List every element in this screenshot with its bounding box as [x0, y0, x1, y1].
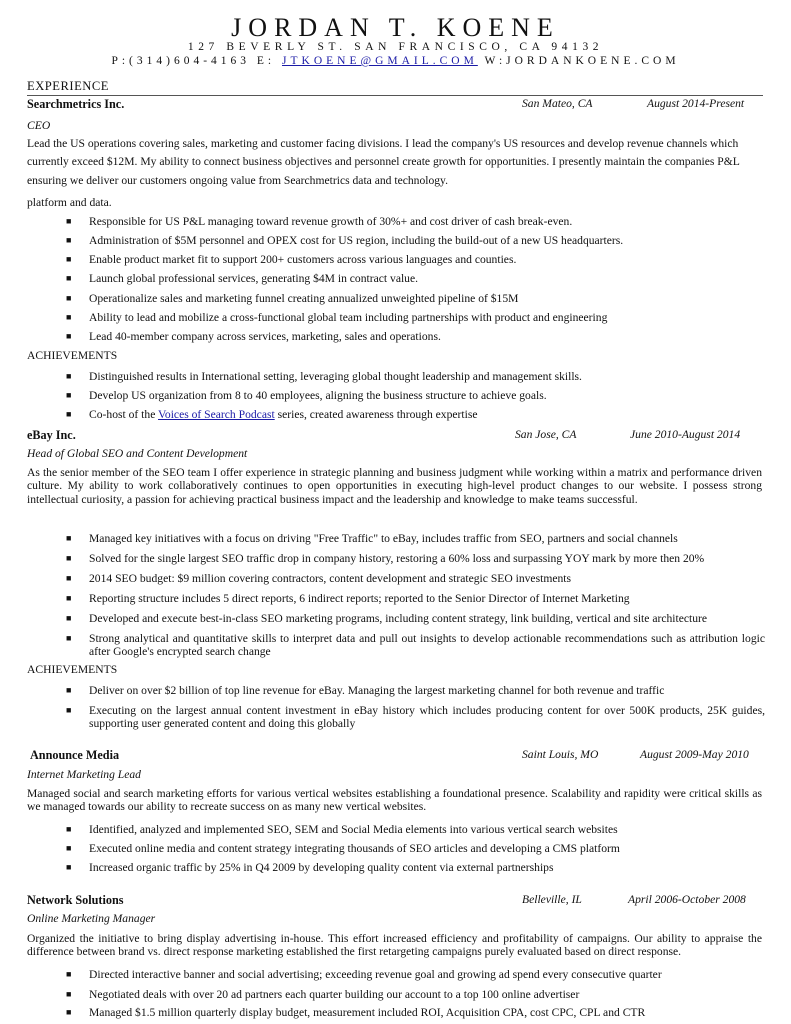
job-role: Online Marketing Manager: [27, 912, 156, 925]
bullet-item: ■ Developed and execute best-in-class SEO marketing programs, including content strategy, link building, vertical and site architecture: [66, 612, 708, 625]
company-name: Searchmetrics Inc.: [27, 97, 125, 111]
bullet-icon: ■: [66, 331, 72, 341]
contact-line: [0, 55, 791, 68]
achievement-item: ■ Develop US organization from 8 to 40 employees, aligning the business structure to achieve goals.: [66, 389, 547, 402]
bullet-icon: ■: [66, 862, 72, 872]
bullet-item: ■ Identified, analyzed and implemented SEO, SEM and Social Media elements into various vertical search websites: [66, 823, 618, 836]
job-summary-extra: platform and data.: [27, 196, 112, 209]
bullet-icon: ■: [66, 633, 72, 643]
job-role: Internet Marketing Lead: [27, 768, 141, 781]
company-name: Announce Media: [30, 748, 120, 762]
company-name: eBay Inc.: [27, 428, 76, 442]
bullet-icon: ■: [66, 824, 72, 834]
bullet-icon: ■: [66, 573, 72, 583]
bullet-icon: ■: [66, 843, 72, 853]
job-dates: April 2006-October 2008: [628, 893, 746, 906]
company-name: Network Solutions: [27, 893, 124, 907]
address: 127 BEVERLY ST. SAN FRANCISCO, CA 94132: [187, 41, 604, 53]
bullet-icon: ■: [66, 613, 72, 623]
bullet-icon: ■: [66, 312, 72, 322]
bullet-item: ■ Managed key initiatives with a focus on driving "Free Traffic" to eBay, includes traffic from SEO, partners and social channels: [66, 532, 678, 545]
bullet-icon: ■: [66, 371, 72, 381]
bullet-item: ■ Increased organic traffic by 25% in Q4 2009 by developing quality content via external partnerships: [66, 861, 554, 874]
bullet-item: ■ Enable product market fit to support 200+ customers across various languages and counties.: [66, 253, 517, 266]
bullet-icon: ■: [66, 216, 72, 226]
website: W:JORDANKOENE.COM: [484, 55, 680, 67]
bullet-icon: ■: [66, 685, 72, 695]
job-summary: As the senior member of the SEO team I offer experience in strategic planning and business judgment while working within a matrix and performance driven culture. My ability to work collaboratively continues to open opportunities in executing high-level product changes to our website. I possess strong intellectual curiosity, a passion for achieving practical business impact and the leadership and knowledge to make teams successful.: [27, 466, 762, 506]
job-dates: June 2010-August 2014: [630, 428, 741, 441]
bullet-icon: ■: [66, 1007, 72, 1017]
bullet-item: ■ Administration of $5M personnel and OPEX cost for US region, including the build-out of a new US headquarters.: [66, 234, 624, 247]
achievement-item: ■ Co-host of the Voices of Search Podcast series, created awareness through expertise: [66, 408, 478, 421]
achievement-item: ■ Distinguished results in International setting, leveraging global thought leadership and management skills.: [66, 370, 582, 383]
bullet-item: ■ Reporting structure includes 5 direct reports, 6 indirect reports; reported to the Senior Director of Internet Marketing: [66, 592, 630, 605]
bullet-icon: ■: [66, 235, 72, 245]
email-link[interactable]: JTKOENE@GMAIL.COM: [282, 55, 478, 67]
job-dates: August 2014-Present: [647, 97, 745, 110]
bullet-item: ■ Lead 40-member company across services, marketing, sales and operations.: [66, 330, 441, 343]
phone: P:(314)604-4163 E:: [111, 55, 276, 67]
job-location: Saint Louis, MO: [522, 748, 599, 761]
bullet-item: ■ Executed online media and content strategy integrating thousands of SEO articles and developing a CMS platform: [66, 842, 620, 855]
bullet-item: ■ Operationalize sales and marketing funnel creating annualized unweighted pipeline of $15M: [66, 292, 519, 305]
bullet-item: ■ Ability to lead and mobilize a cross-functional global team including partnerships with product and engineering: [66, 311, 608, 324]
achievement-item: ■ Executing on the largest annual content investment in eBay history which includes producing content for over 500K products, 25K guides, supporting user generated content and doing this globally: [66, 704, 765, 731]
job-summary: Managed social and search marketing efforts for various vertical websites establishing a foundational presence. Scalability and rapidity were critical skills as we managed towards our ability to recreate success on as many new vertical websites.: [27, 787, 762, 814]
podcast-link[interactable]: Voices of Search Podcast: [158, 408, 275, 421]
section-title-experience: EXPERIENCE: [27, 79, 109, 93]
bullet-item: ■ Responsible for US P&L managing toward revenue growth of 30%+ and cost driver of cash break-even.: [66, 215, 573, 228]
bullet-icon: ■: [66, 254, 72, 264]
bullet-icon: ■: [66, 409, 72, 419]
bullet-icon: ■: [66, 969, 72, 979]
job-summary: Organized the initiative to bring display advertising in-house. This effort increased efficiency and profitability of campaigns. Our ability to appraise the difference between brand vs. direct response marketing established the first retargeting campaigns purely evaluated based on direct response.: [27, 932, 762, 959]
bullet-icon: ■: [66, 533, 72, 543]
bullet-item: ■ 2014 SEO budget: $9 million covering contractors, content development and strategic SEO investments: [66, 572, 572, 585]
bullet-item: ■ Directed interactive banner and social advertising; exceeding revenue goal and growing ad spend every consecutive quarter: [66, 968, 662, 981]
bullet-icon: ■: [66, 273, 72, 283]
job-role: Head of Global SEO and Content Development: [27, 447, 248, 460]
job-location: San Mateo, CA: [522, 97, 593, 110]
job-location: San Jose, CA: [515, 428, 577, 441]
achievements-heading: ACHIEVEMENTS: [27, 663, 118, 676]
resume-name: JORDAN T. KOENE: [231, 13, 560, 42]
bullet-item: ■ Managed $1.5 million quarterly display budget, measurement included ROI, Acquisition CPA, cost CPC, CPL and CTR: [66, 1006, 646, 1019]
job-role: CEO: [27, 119, 51, 132]
bullet-icon: ■: [66, 390, 72, 400]
achievement-item: ■ Deliver on over $2 billion of top line revenue for eBay. Managing the largest marketing channel for both revenue and traffic: [66, 684, 665, 697]
achievements-heading: ACHIEVEMENTS: [27, 349, 118, 362]
bullet-icon: ■: [66, 293, 72, 303]
job-location: Belleville, IL: [522, 893, 582, 906]
bullet-icon: ■: [66, 553, 72, 563]
job-summary: Lead the US operations covering sales, marketing and customer facing divisions. I lead the company's US resources and develop revenue channels which currently exceed $12M. My ability to connect business objectives and personnel create growth for opportunities. I presently maintain the companies P&L ensuring we deliver our customers ongoing value from Searchmetrics data and technology.: [27, 137, 740, 187]
bullet-icon: ■: [66, 705, 72, 715]
section-divider: [27, 95, 763, 96]
bullet-item: ■ Negotiated deals with over 20 ad partners each quarter building our account to a top 100 online advertiser: [66, 988, 580, 1001]
bullet-icon: ■: [66, 593, 72, 603]
bullet-item: ■ Solved for the single largest SEO traffic drop in company history, restoring a 60% loss and surpassing YOY mark by more then 20%: [66, 552, 705, 565]
job-dates: August 2009-May 2010: [640, 748, 749, 761]
bullet-item: ■ Launch global professional services, generating $4M in contract value.: [66, 272, 419, 285]
bullet-item: ■ Strong analytical and quantitative skills to interpret data and pull out insights to develop actionable recommendations such as attribution logic after Google's encrypted search change: [66, 632, 765, 659]
bullet-icon: ■: [66, 989, 72, 999]
